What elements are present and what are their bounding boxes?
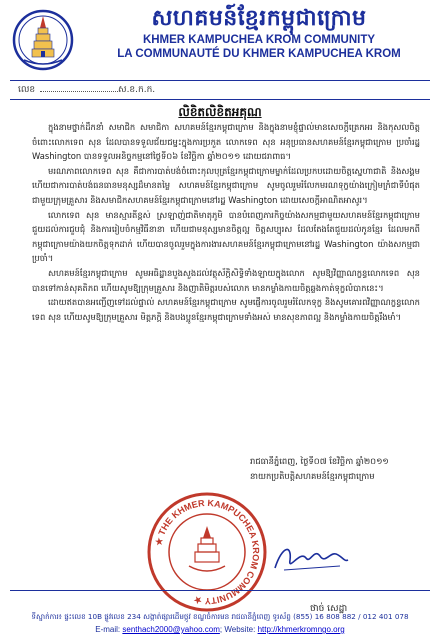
letter-paragraph: មរណភាពលោកទេព សុន គឺជាការបាត់បង់ចំពោះកុលបុត្រខ្មែរកម្ពុជាក្រោមម្នាក់ដែលប្រកបដោយចិត្តស្នេហាជាតិ និងសង្គម ហើយជាការបាត់បង់ធនធានមនុស្សដ៏មានតម្លៃ សហគមន៍ខ្មែរកម្ពុជាក្រោម សូមចូលរួមរំលែកមរណទុក្ខយ៉ាងក្រៀមក្រំជាទីបំផុត ជាមួយក្រុមគ្រួសារ និងសមាជិកសហគមន៍ខ្មែរកម្ពុជាក្រោមនៅរដ្ឋ Washington ដោយសេចក្តីអាណិតអាសូរ។ (32, 165, 420, 205)
reference-number-blank (40, 91, 118, 92)
organization-name-khmer: សហគមន៍ខ្មែរកម្ពុជាក្រោម (151, 6, 367, 31)
svg-text:★ THE KHMER KAMPUCHEA KROM COM: ★ THE KHMER KAMPUCHEA KROM COMMUNITY ★ (153, 497, 262, 607)
letter-paragraph: សហគមន៍ខ្មែរកម្ពុជាក្រោម សូមអធិដ្ឋានបួងសួងដល់វត្ថុស័ក្តិសិទ្ធិទាំងឡាយក្នុងលោក សូមឱ្យវិញ្ញាណក្ខន្ធលោកទេព សុន បានទៅកាន់សុគតិភព ហើយសូមឱ្យក្រុមគ្រួសារ និងញាតិមិត្តរបស់លោក មានកម្លាំងកាយចិត្តឆ្លងកាត់ទុក្ខលំបាកនេះ។ (32, 267, 420, 293)
organization-seal (145, 490, 269, 614)
organization-logo (12, 8, 74, 72)
signatory-title: នាយកប្រតិបត្តិសហគមន៍ខ្មែរកម្ពុជាក្រោម (250, 471, 375, 481)
reference-code: ស.ខ.ក.ក. (118, 85, 156, 95)
letter-body (32, 120, 420, 324)
website-link[interactable]: http://khmerkromngo.org (257, 625, 345, 634)
email-link[interactable]: senthach2000@yahoo.com (122, 625, 220, 634)
letter-paragraph: ក្នុងនាមថ្នាក់ដឹកនាំ សមាជិក សមាជិកា សហគមន៍ខ្មែរកម្ពុជាក្រោម និងក្នុងនាមខ្ញុំផ្ទាល់មានសេចក្តីត្រេកអរ និងកុសលចិត្តចំពោះលោកទេព សុន ដែលបានទទួលជ័យជម្នះក្នុងការប្រកួត លោកទេព សុន អនុប្រធានសហគមន៍ខ្មែរកម្ពុជាក្រោម ប្រចាំរដ្ឋ Washington បានទទួលអនិច្ចកម្មនៅថ្ងៃទី០៦ ខែវិច្ឆិកា ឆ្នាំ២០១១ ដោយជរាពាធ។ (32, 122, 420, 162)
reference-label: លេខ (18, 85, 36, 95)
letter-paragraph: ដោយឥតបានអញ្ជើញទៅដល់ផ្ទាល់ សហគមន៍ខ្មែរកម្ពុជាក្រោម សូមផ្ញើការចូលរួមរំលែកទុក្ខ និងសូមគោរពវិញ្ញាណក្ខន្ធលោកទេព សុន ហើយសូមឱ្យក្រុមគ្រួសារ មិត្តភក្តិ និងបងប្អូនខ្មែរកម្ពុជាក្រោមទាំងអស់ មានសុខភាពល្អ និងកម្លាំងកាយចិត្តរឹងមាំ។ (32, 297, 420, 322)
date-line: រាជធានីភ្នំពេញ, ថ្ងៃទី០៧ ខែវិច្ឆិកា ឆ្នាំ២០១១ (250, 456, 389, 466)
footer-contact: E-mail: senthach2000@yahoo.com; Website: http://khmerkromngo.org (95, 625, 345, 634)
handwritten-signature (270, 540, 350, 578)
organization-name-english: KHMER KAMPUCHEA KROM COMMUNITY (142, 34, 376, 46)
reference-number-bar (10, 80, 430, 100)
letter-paragraph: លោកទេព សុន មានស្មារតីខ្ពស់ ស្រឡាញ់ជាតិមាតុភូមិ បានបំពេញភារកិច្ចយ៉ាងសកម្មជាមួយសហគមន៍ខ្មែរកម្ពុជាក្រោម ជួយដល់ការជួបជុំ និងការរៀបចំកម្មវិធីនានា ហើយជាមនុស្សមានចិត្តល្អ ចិត្តសប្បុរស ដែលតែងតែជួយដល់កូនខ្មែរ ដែលមកពីកម្ពុជាក្រោមយ៉ាងយកចិត្តទុកដាក់ ហើយបានចូលរួមក្នុងការងារសហគមន៍ខ្មែរកម្ពុជាក្រោមនៅរដ្ឋ Washington យ៉ាងសកម្មជាប្រចាំ។ (32, 209, 420, 264)
document-title: លិខិតលិខិតអគុណ (178, 105, 262, 119)
website-label: Website: (224, 625, 256, 634)
organization-name-french: LA COMMUNAUTÉ DU KHMER KAMPUCHEA KROM (117, 48, 401, 60)
footer-divider (10, 590, 430, 591)
footer-address: ទីស្នាក់ការ៖ ផ្ទះលេខ 10B ផ្លូវលេខ 234 សង្កាត់ផ្សារដើមថ្កូវ ខណ្ឌចំការមន រាជធានីភ្នំពេញ ទូរស័ព្ទ (855) 16 808 882 / 012 401 078 (31, 612, 409, 621)
signer-name: ថាច់ សេដ្ឋា (310, 604, 348, 614)
email-label: E-mail: (95, 625, 121, 634)
